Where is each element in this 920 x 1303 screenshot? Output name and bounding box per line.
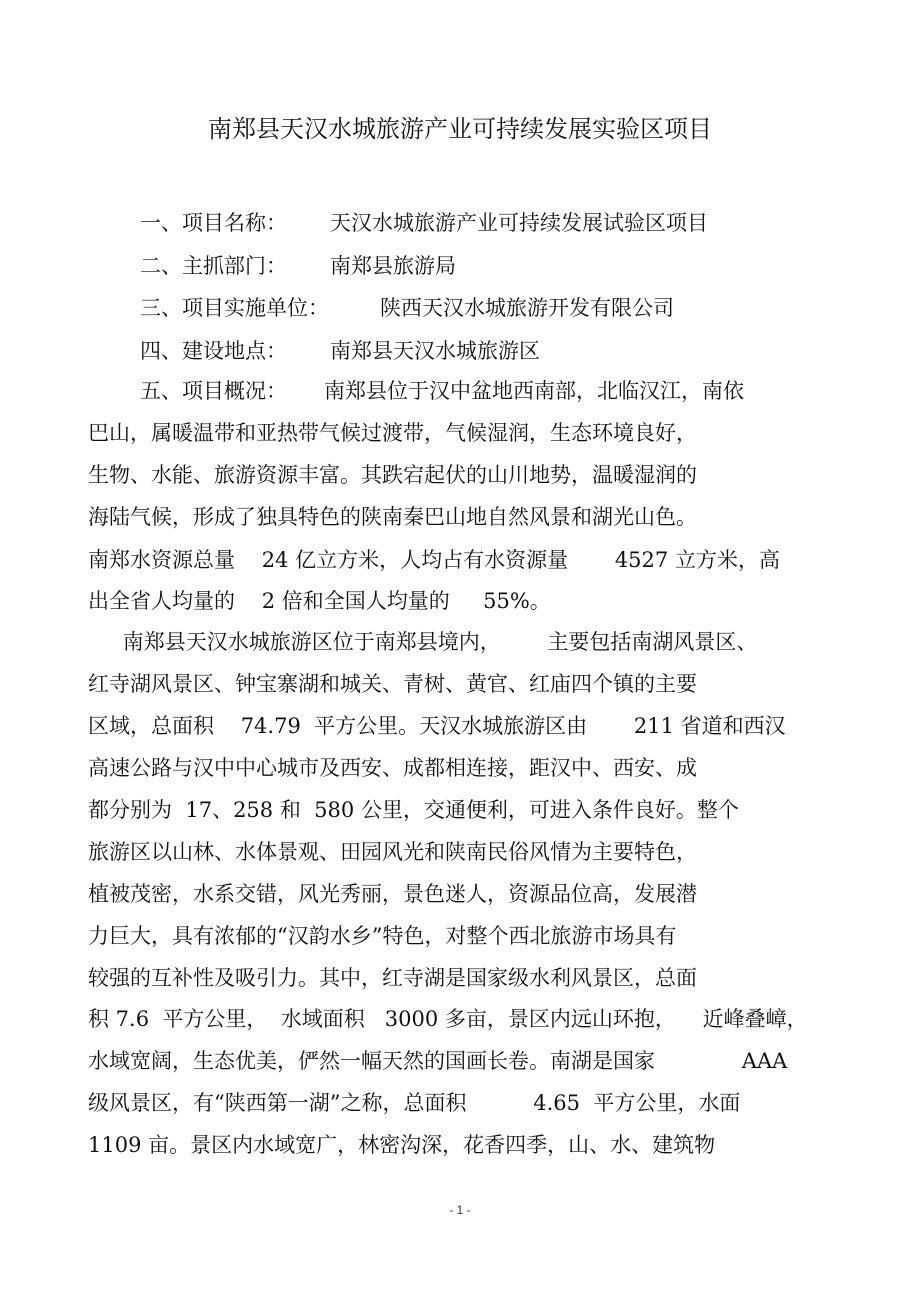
body-line: 级风景区，有“陕西第一湖”之称，总面积 4.65 平方公里，水面	[88, 1091, 741, 1115]
body-line: 海陆气候，形成了独具特色的陕南秦巴山地自然风景和湖光山色。	[88, 505, 697, 529]
body-line: 巴山，属暖温带和亚热带气候过渡带，气候湿润，生态环境良好，	[88, 421, 697, 445]
field-overview	[140, 376, 744, 406]
field-value: 南郑县位于汉中盆地西南部，北临汉江，南依	[324, 379, 744, 403]
field-value: 南郑县天汉水城旅游区	[330, 339, 540, 363]
body-line: 水域宽阔，生态优美，俨然一幅天然的国画长卷。南湖是国家 AAA	[88, 1049, 788, 1073]
field-label: 一、项目名称：	[140, 211, 287, 235]
field-location	[140, 336, 540, 366]
field-department	[140, 251, 456, 281]
field-label: 四、建设地点：	[140, 339, 287, 363]
field-label: 二、主抓部门：	[140, 254, 287, 278]
body-line: 旅游区以山林、水体景观、田园风光和陕南民俗风情为主要特色，	[88, 840, 697, 864]
field-label: 三、项目实施单位：	[140, 296, 329, 320]
body-line: 都分别为 17、258 和 580 公里，交通便利，可进入条件良好。整个	[88, 798, 739, 822]
body-line: 生物、水能、旅游资源丰富。其跌宕起伏的山川地势，温暖湿润的	[88, 463, 697, 487]
body-line: 植被茂密，水系交错，风光秀丽，景色迷人，资源品位高，发展潜	[88, 882, 697, 906]
field-project-name	[140, 208, 708, 238]
document-title: 南郑县天汉水城旅游产业可持续发展实验区项目	[208, 115, 712, 143]
body-line: 区域，总面积 74.79 平方公里。天汉水城旅游区由 211 省道和西汉	[88, 714, 786, 738]
field-label: 五、项目概况：	[140, 379, 287, 403]
body-line: 积 7.6 平方公里， 水域面积 3000 多亩，景区内远山环抱， 近峰叠嶂，	[88, 1007, 808, 1031]
field-value: 陕西天汉水城旅游开发有限公司	[380, 296, 674, 320]
body-line: 力巨大，具有浓郁的“汉韵水乡”特色，对整个西北旅游市场具有	[88, 924, 677, 948]
field-value: 天汉水城旅游产业可持续发展试验区项目	[330, 211, 708, 235]
body-line: 较强的互补性及吸引力。其中，红寺湖是国家级水利风景区，总面	[88, 966, 697, 990]
body-line: 南郑水资源总量 24 亿立方米，人均占有水资源量 4527 立方米，高	[88, 548, 780, 572]
field-implementing-unit	[140, 293, 674, 323]
body-line: 高速公路与汉中中心城市及西安、成都相连接，距汉中、西安、成	[88, 756, 697, 780]
page-number: - 1 -	[449, 1203, 471, 1217]
body-line: 南郑县天汉水城旅游区位于南郑县境内， 主要包括南湖风景区、	[96, 630, 758, 654]
body-line: 1109 亩。景区内水域宽广，林密沟深，花香四季，山、水、建筑物	[88, 1133, 716, 1157]
body-line: 出全省人均量的 2 倍和全国人均量的 55%。	[88, 589, 551, 613]
field-value: 南郑县旅游局	[330, 254, 456, 278]
body-line: 红寺湖风景区、钟宝寨湖和城关、青树、黄官、红庙四个镇的主要	[88, 672, 697, 696]
